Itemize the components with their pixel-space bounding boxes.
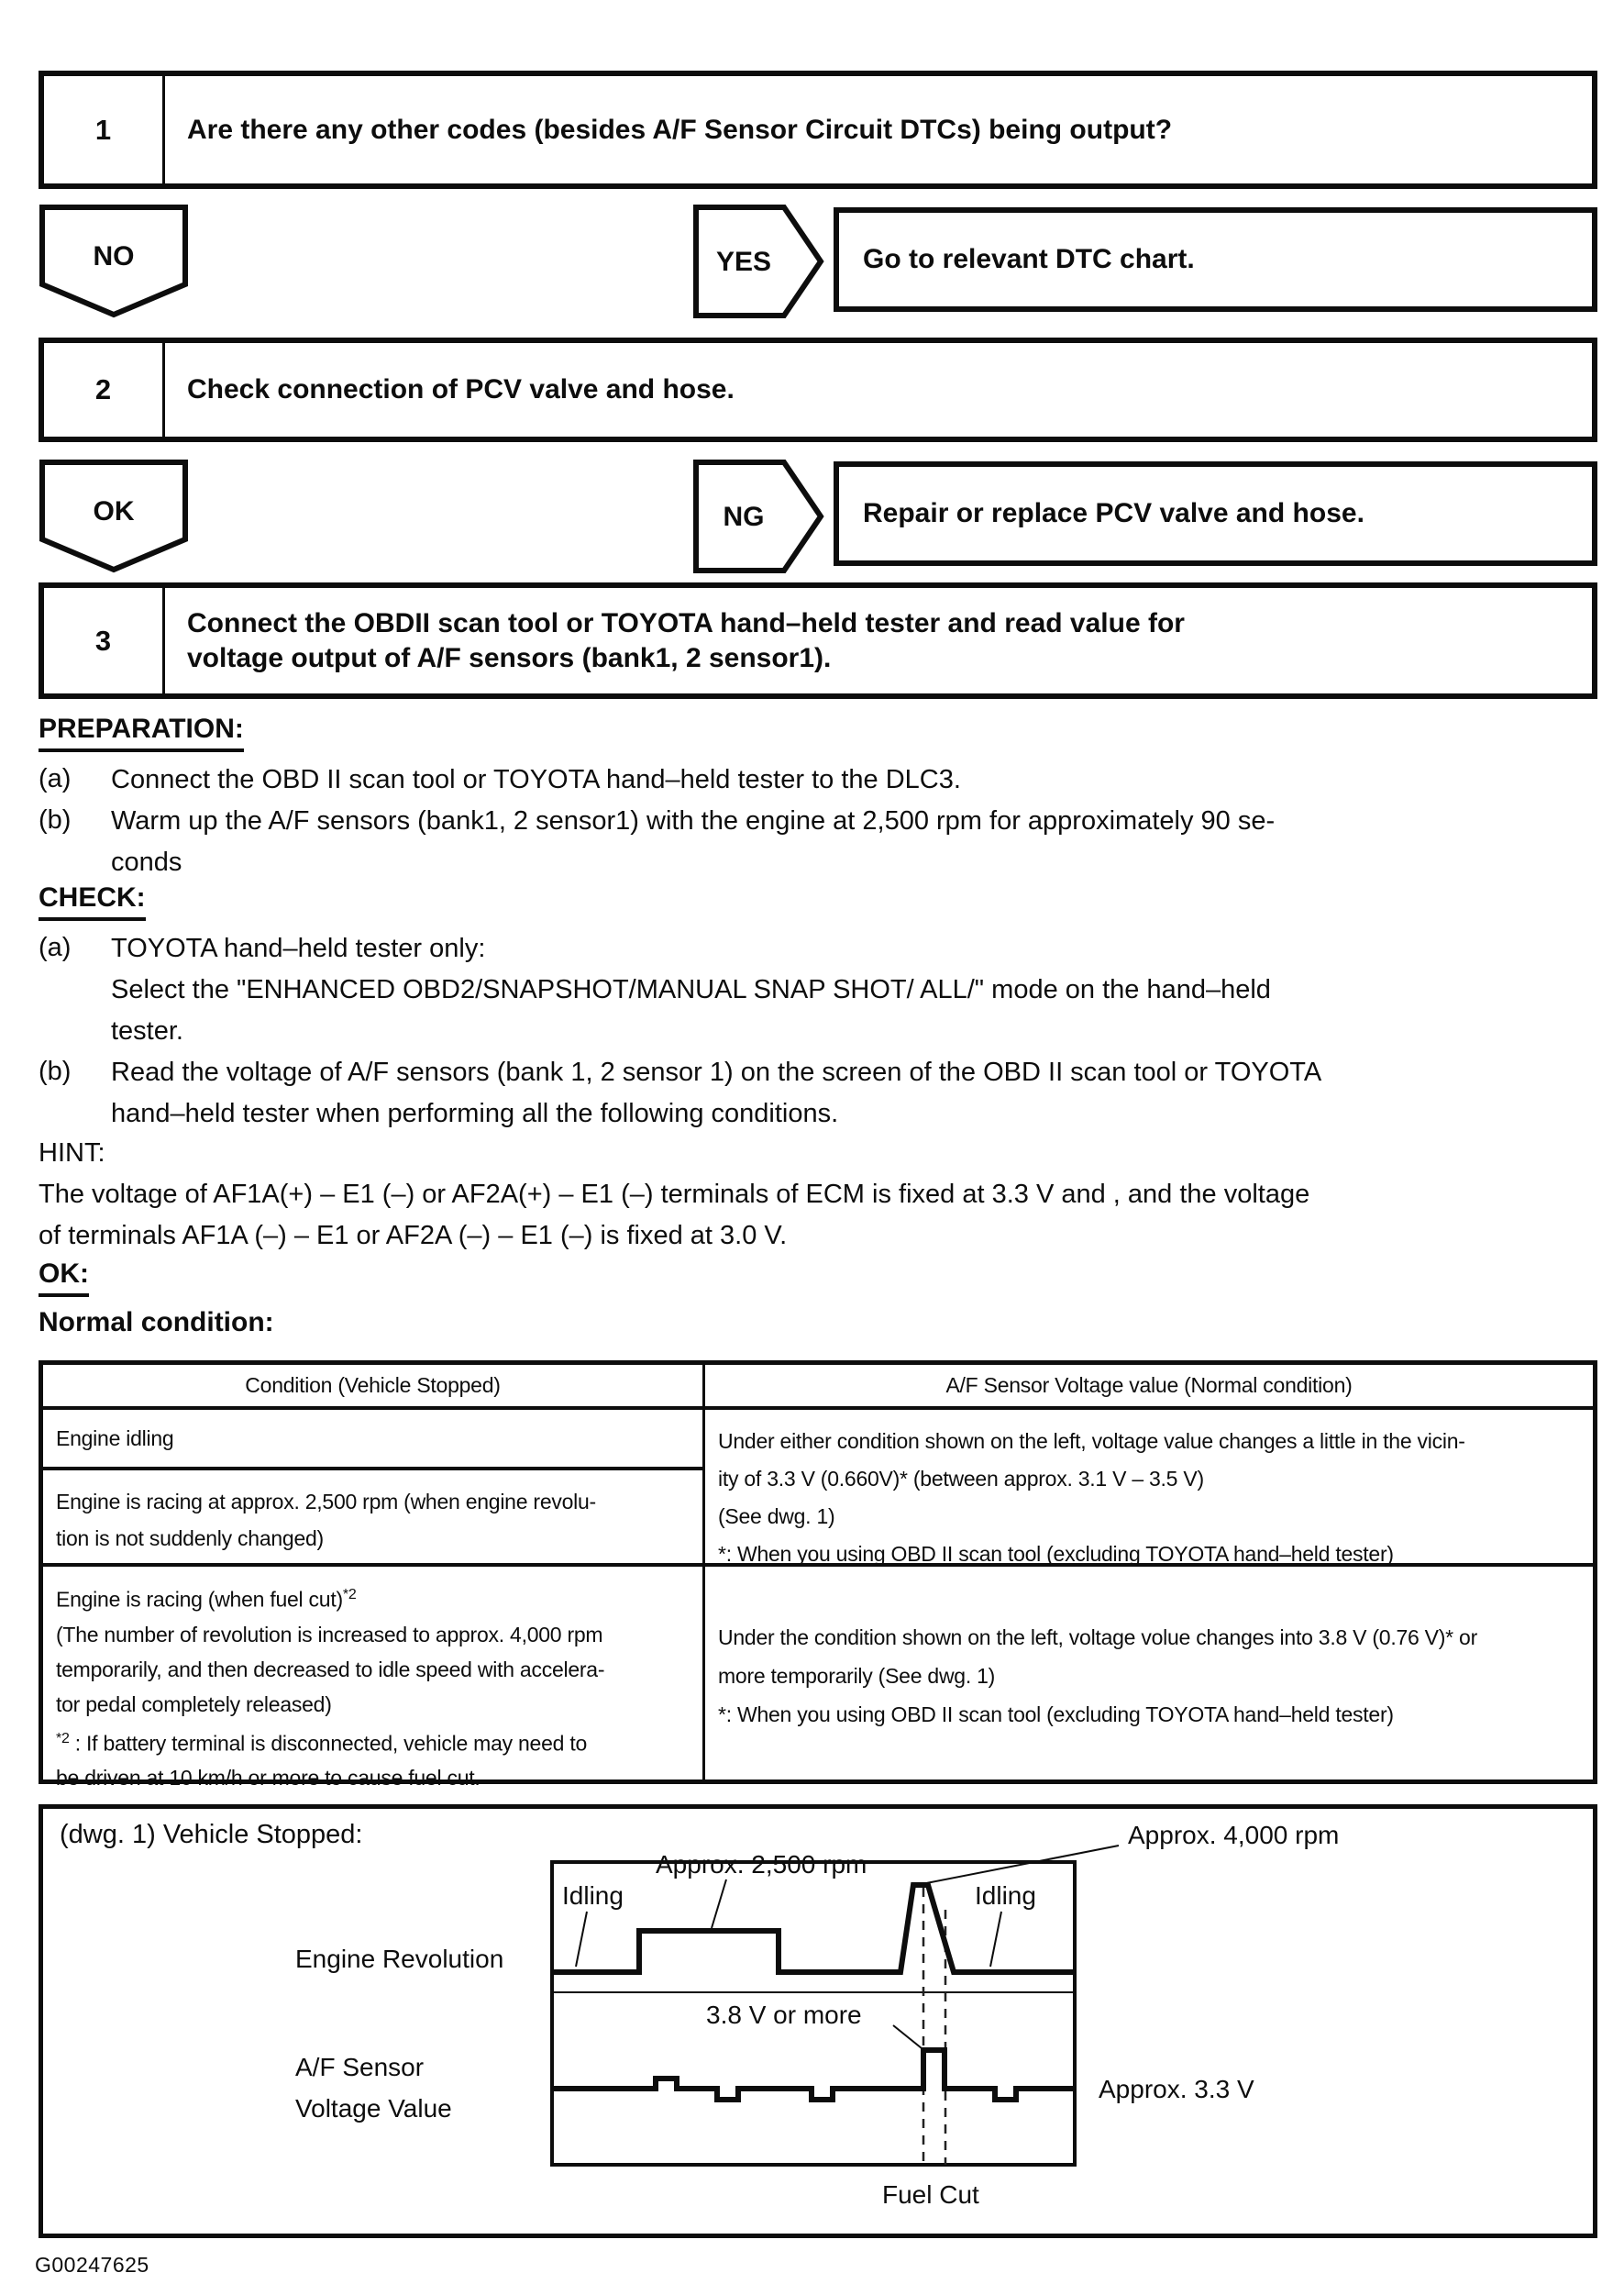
check-item-b-marker: (b) — [39, 1057, 72, 1086]
annotation-2500-rpm: Approx. 2,500 rpm — [656, 1850, 867, 1879]
dwg-waveform-chart — [43, 1809, 1593, 2234]
step-1-question: Are there any other codes (besides A/F Sensor Circuit DTCs) being output? — [187, 114, 1173, 145]
dwg-caption: (dwg. 1) Vehicle Stopped: — [60, 1820, 363, 1849]
prep-item-b-marker: (b) — [39, 805, 72, 835]
check-heading: CHECK: — [39, 882, 146, 921]
af-sensor-axis-label-line-1: A/F Sensor — [295, 2053, 425, 2081]
table-row-engine-idling — [43, 1410, 702, 1467]
step-2-box — [39, 338, 1597, 442]
voltage-fuel-cut-line-3: *: When you using OBD II scan tool (excluding TOYOTA hand–held tester) — [718, 1702, 1394, 1726]
voltage-fuel-cut-line-2: more temporarily (See dwg. 1) — [718, 1664, 996, 1688]
engine-racing-2500-line-1: Engine is racing at approx. 2,500 rpm (when engine revolu- — [56, 1490, 596, 1513]
ng-label: NG — [723, 501, 765, 532]
engine-revolution-axis-label: Engine Revolution — [295, 1945, 504, 1973]
step-1-box — [39, 71, 1597, 189]
step-3-instruction-line-1: Connect the OBDII scan tool or TOYOTA hand–held tester and read value for — [187, 607, 1185, 638]
result-1-text: Go to relevant DTC chart. — [863, 244, 1195, 274]
fuel-cut-line-4: tor pedal completely released) — [56, 1691, 332, 1716]
annotation-4000-rpm: Approx. 4,000 rpm — [1128, 1821, 1340, 1849]
voltage-fuel-cut-line-1: Under the condition shown on the left, voltage volue changes into 3.8 V (0.76 V)* or — [718, 1625, 1477, 1649]
fuel-cut-line-1-sup: *2 — [342, 1587, 357, 1602]
prep-item-a-text: Connect the OBD II scan tool or TOYOTA hand–held tester to the DLC3. — [111, 765, 961, 794]
step-3-text — [165, 588, 1592, 693]
leader-3-8-v — [893, 2025, 922, 2048]
prep-item-b-text-line-2: conds — [111, 848, 182, 877]
fuel-cut-line-5-sup: *2 — [56, 1730, 70, 1746]
engine-idling-text: Engine idling — [56, 1425, 174, 1450]
yes-label: YES — [715, 246, 772, 277]
fuel-cut-line-5-rest: : If battery terminal is disconnected, vehicle may need to — [69, 1731, 587, 1756]
table-header-voltage-text: A/F Sensor Voltage value (Normal condition) — [945, 1373, 1353, 1397]
engine-racing-2500-line-2: tion is not suddenly changed) — [56, 1526, 324, 1550]
figure-id: G00247625 — [35, 2253, 149, 2277]
no-label: NO — [93, 240, 135, 272]
hint-line-2: of terminals AF1A (–) – E1 or AF2A (–) – E1 (–) is fixed at 3.0 V. — [39, 1221, 788, 1250]
annotation-idling-right: Idling — [975, 1881, 1036, 1910]
step-3-box — [39, 582, 1597, 699]
step-2-number: 2 — [44, 343, 165, 437]
table-row-engine-racing-2500 — [43, 1470, 702, 1563]
normal-condition-heading: Normal condition: — [39, 1307, 274, 1337]
fuel-cut-line-1 — [56, 1578, 702, 1617]
check-item-b-text-line-1: Read the voltage of A/F sensors (bank 1, 2 sensor 1) on the screen of the OBD II scan tool or TOYOTA — [111, 1058, 1322, 1087]
voltage-normal-line-3: (See dwg. 1) — [718, 1504, 835, 1528]
step-2-text — [165, 343, 1592, 437]
fuel-cut-line-6: be driven at 10 km/h or more to cause fuel cut. — [56, 1766, 481, 1791]
table-header-condition-text: Condition (Vehicle Stopped) — [245, 1373, 501, 1397]
preparation-heading: PREPARATION: — [39, 714, 244, 752]
ng-pointer-shape — [692, 459, 828, 574]
fuel-cut-line-2: (The number of revolution is increased to approx. 4,000 rpm — [56, 1622, 603, 1646]
annotation-fuel-cut: Fuel Cut — [882, 2180, 979, 2209]
voltage-normal-line-4: *: When you using OBD II scan tool (excluding TOYOTA hand–held tester) — [718, 1542, 1394, 1566]
fuel-cut-line-5 — [56, 1722, 702, 1761]
step-3-number: 3 — [44, 588, 165, 693]
step-1-text — [165, 76, 1592, 183]
hint-heading: HINT: — [39, 1138, 105, 1168]
table-cell-voltage-fuel-cut — [705, 1567, 1593, 1779]
yes-pointer-shape — [692, 204, 828, 319]
ok-pointer-shape — [39, 459, 194, 574]
result-box-1 — [834, 207, 1597, 312]
annotation-3-3-v: Approx. 3.3 V — [1099, 2075, 1254, 2103]
voltage-normal-line-1: Under either condition shown on the left, voltage value changes a little in the vicin- — [718, 1429, 1465, 1453]
result-box-2 — [834, 461, 1597, 566]
af-sensor-axis-label-line-2: Voltage Value — [295, 2094, 452, 2123]
prep-item-a-marker: (a) — [39, 764, 72, 793]
check-item-a-text-line-1: TOYOTA hand–held tester only: — [111, 934, 486, 963]
ok-section-heading: OK: — [39, 1258, 89, 1297]
voltage-normal-line-2: ity of 3.3 V (0.660V)* (between approx. 3.1 V – 3.5 V) — [718, 1467, 1204, 1491]
step-3-instruction-line-2: voltage output of A/F sensors (bank1, 2 sensor1). — [187, 642, 832, 673]
check-item-a-marker: (a) — [39, 933, 72, 962]
annotation-3-8-v: 3.8 V or more — [706, 2001, 862, 2029]
fuel-cut-line-3: temporarily, and then decreased to idle speed with accelera- — [56, 1657, 605, 1681]
annotation-idling-left: Idling — [562, 1881, 624, 1910]
fuel-cut-line-1-main: Engine is racing (when fuel cut) — [56, 1587, 343, 1612]
prep-item-b-text-line-1: Warm up the A/F sensors (bank1, 2 sensor1) with the engine at 2,500 rpm for approximately 90 se- — [111, 806, 1276, 836]
dwg-1-figure — [39, 1804, 1597, 2238]
af-voltage-trace — [552, 2050, 1075, 2100]
result-2-text: Repair or replace PCV valve and hose. — [863, 498, 1364, 528]
check-item-b-text-line-2: hand–held tester when performing all the following conditions. — [111, 1099, 839, 1128]
normal-condition-table — [39, 1360, 1597, 1791]
leader-2500-rpm — [712, 1879, 726, 1928]
check-item-a-text-line-3: tester. — [111, 1016, 183, 1046]
table-cell-voltage-normal — [705, 1410, 1593, 1566]
table-header-condition — [43, 1365, 702, 1406]
leader-4000-rpm — [917, 1846, 1119, 1885]
step-1-number: 1 — [44, 76, 165, 183]
leader-idling-right — [990, 1912, 1001, 1967]
check-item-a-text-line-2: Select the "ENHANCED OBD2/SNAPSHOT/MANUAL SNAP SHOT/ ALL/" mode on the hand–held — [111, 975, 1271, 1004]
ok-label: OK — [93, 495, 135, 527]
hint-line-1: The voltage of AF1A(+) – E1 (–) or AF2A(+) – E1 (–) terminals of ECM is fixed at 3.3 V and , and the voltage — [39, 1180, 1310, 1209]
table-row-engine-racing-fuel-cut — [43, 1567, 702, 1791]
leader-idling-left — [576, 1912, 587, 1967]
table-header-voltage — [705, 1365, 1593, 1406]
step-2-instruction: Check connection of PCV valve and hose. — [187, 374, 735, 405]
no-pointer-shape — [39, 204, 194, 319]
